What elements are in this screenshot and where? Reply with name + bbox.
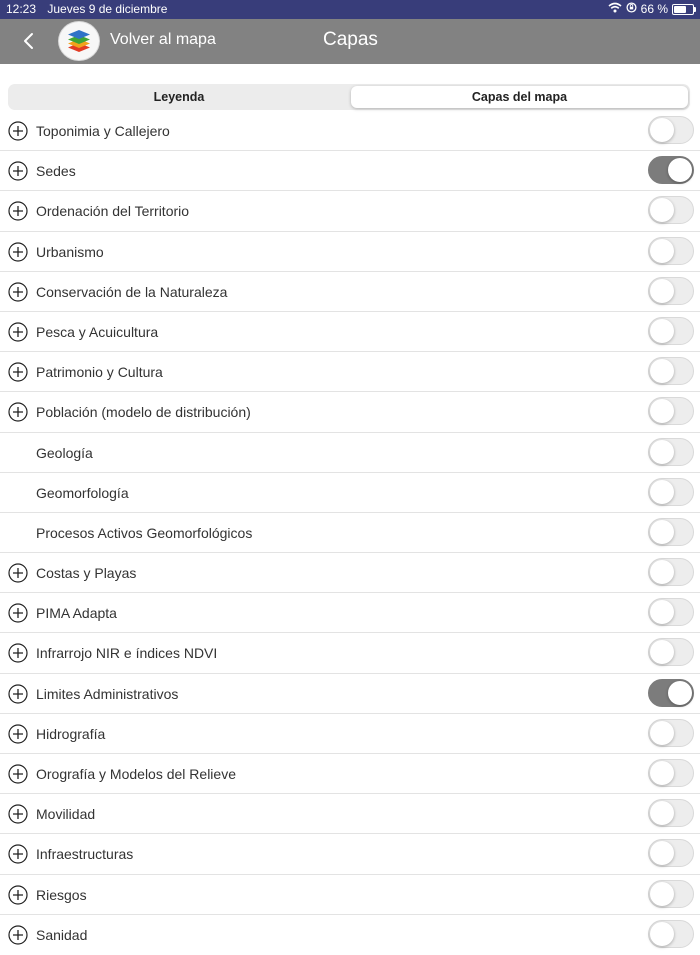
toggle-knob — [650, 640, 674, 664]
layer-visibility-toggle[interactable] — [648, 839, 694, 867]
layer-visibility-toggle[interactable] — [648, 317, 694, 345]
layer-label: Movilidad — [36, 806, 96, 823]
layer-row[interactable] — [0, 111, 700, 151]
layer-visibility-toggle[interactable] — [648, 799, 694, 827]
layer-visibility-toggle[interactable] — [648, 478, 694, 506]
layer-visibility-toggle[interactable] — [648, 397, 694, 425]
layer-row[interactable] — [0, 513, 700, 553]
layer-list — [0, 111, 700, 955]
toggle-knob — [650, 520, 674, 544]
layer-visibility-toggle[interactable] — [648, 237, 694, 265]
expand-plus-icon[interactable] — [8, 925, 28, 945]
expand-plus-icon[interactable] — [8, 764, 28, 784]
layer-row[interactable] — [0, 352, 700, 392]
status-time: 12:23 — [6, 2, 37, 16]
layer-visibility-toggle[interactable] — [648, 880, 694, 908]
layer-row[interactable] — [0, 714, 700, 754]
layer-visibility-toggle[interactable] — [648, 598, 694, 626]
layer-label: Ordenación del Territorio — [36, 203, 190, 220]
layer-visibility-toggle[interactable] — [648, 719, 694, 747]
expand-plus-icon[interactable] — [8, 402, 28, 422]
layer-row[interactable] — [0, 674, 700, 714]
toggle-knob — [650, 399, 674, 423]
layer-row[interactable] — [0, 473, 700, 513]
layers-segmented-control — [8, 84, 690, 110]
toggle-knob — [650, 600, 674, 624]
page-title: Capas — [323, 29, 378, 50]
layer-label: Sanidad — [36, 926, 88, 943]
layer-row[interactable] — [0, 272, 700, 312]
layer-row[interactable] — [0, 433, 700, 473]
layer-label: Riesgos — [36, 886, 87, 903]
layer-label: Patrimonio y Cultura — [36, 364, 163, 381]
toggle-knob — [650, 440, 674, 464]
layer-row[interactable] — [0, 151, 700, 191]
layer-row[interactable] — [0, 754, 700, 794]
layer-visibility-toggle[interactable] — [648, 156, 694, 184]
app-logo[interactable] — [58, 21, 100, 61]
toggle-knob — [650, 359, 674, 383]
battery-fill — [674, 6, 686, 13]
orientation-lock-icon — [626, 2, 637, 16]
navigation-bar — [0, 19, 700, 64]
layer-visibility-toggle[interactable] — [648, 196, 694, 224]
toggle-knob — [650, 480, 674, 504]
layer-label: Limites Administrativos — [36, 685, 179, 702]
expand-plus-icon[interactable] — [8, 684, 28, 704]
layer-label: Pesca y Acuicultura — [36, 323, 159, 340]
expand-plus-icon[interactable] — [8, 201, 28, 221]
expand-plus-icon[interactable] — [8, 603, 28, 623]
toggle-knob — [650, 279, 674, 303]
wifi-icon — [608, 2, 622, 16]
layers-stack-icon — [67, 28, 91, 54]
layer-label: Toponimia y Callejero — [36, 123, 170, 139]
toggle-knob — [650, 118, 674, 142]
layer-visibility-toggle[interactable] — [648, 679, 694, 707]
layer-visibility-toggle[interactable] — [648, 638, 694, 666]
expand-plus-icon[interactable] — [8, 724, 28, 744]
toggle-knob — [650, 841, 674, 865]
layer-label: Geomorfología — [36, 484, 129, 501]
expand-plus-icon[interactable] — [8, 844, 28, 864]
layer-label: Infraestructuras — [36, 846, 134, 863]
tab-capas-del-mapa[interactable]: Capas del mapa — [351, 86, 688, 108]
layer-visibility-toggle[interactable] — [648, 277, 694, 305]
toggle-knob — [668, 681, 692, 705]
toggle-knob — [650, 319, 674, 343]
layer-label: Hidrografía — [36, 725, 106, 742]
layer-label: PIMA Adapta — [36, 605, 117, 622]
expand-plus-icon[interactable] — [8, 804, 28, 824]
layer-row[interactable] — [0, 593, 700, 633]
layer-row[interactable] — [0, 392, 700, 432]
layer-row[interactable] — [0, 834, 700, 874]
layer-row[interactable] — [0, 232, 700, 272]
layer-row[interactable] — [0, 794, 700, 834]
expand-plus-icon[interactable] — [8, 643, 28, 663]
status-date: Jueves 9 de diciembre — [47, 2, 168, 16]
layer-visibility-toggle[interactable] — [648, 518, 694, 546]
expand-plus-icon[interactable] — [8, 121, 28, 141]
expand-plus-icon[interactable] — [8, 563, 28, 583]
status-left — [6, 2, 175, 16]
expand-plus-icon[interactable] — [8, 242, 28, 262]
layer-label: Procesos Activos Geomorfológicos — [36, 524, 253, 541]
layer-visibility-toggle[interactable] — [648, 357, 694, 385]
layer-label: Geología — [36, 444, 93, 461]
back-to-map-link[interactable]: Volver al mapa — [110, 31, 216, 48]
status-right — [608, 2, 694, 16]
layer-visibility-toggle[interactable] — [648, 759, 694, 787]
toggle-knob — [650, 239, 674, 263]
expand-plus-icon[interactable] — [8, 282, 28, 302]
layer-row[interactable] — [0, 191, 700, 231]
layer-label: Infrarrojo NIR e índices NDVI — [36, 645, 218, 662]
toggle-knob — [650, 882, 674, 906]
back-chevron-icon[interactable] — [18, 30, 40, 52]
expand-plus-icon[interactable] — [8, 322, 28, 342]
toggle-knob — [650, 761, 674, 785]
battery-icon — [672, 4, 694, 15]
layer-label: Población (modelo de distribución) — [36, 404, 251, 421]
status-bar — [0, 0, 700, 19]
toggle-knob — [650, 721, 674, 745]
expand-plus-icon[interactable] — [8, 161, 28, 181]
layer-visibility-toggle[interactable] — [648, 438, 694, 466]
toggle-knob — [650, 560, 674, 584]
layer-label: Sedes — [36, 163, 76, 180]
tab-leyenda[interactable]: Leyenda — [153, 90, 205, 104]
battery-percent: 66 % — [640, 2, 668, 16]
layer-label: Conservación de la Naturaleza — [36, 283, 228, 300]
expand-plus-icon[interactable] — [8, 362, 28, 382]
layer-row[interactable] — [0, 553, 700, 593]
layer-visibility-toggle[interactable] — [648, 558, 694, 586]
toggle-knob — [668, 158, 692, 182]
layer-label: Orografía y Modelos del Relieve — [36, 766, 236, 782]
layer-row[interactable] — [0, 633, 700, 673]
toggle-knob — [650, 198, 674, 222]
layer-label: Urbanismo — [36, 243, 104, 260]
expand-plus-icon[interactable] — [8, 885, 28, 905]
layer-row[interactable] — [0, 312, 700, 352]
layer-row[interactable] — [0, 875, 700, 915]
layer-row[interactable] — [0, 915, 700, 955]
toggle-knob — [650, 801, 674, 825]
layer-label: Costas y Playas — [36, 565, 137, 582]
layer-visibility-toggle[interactable] — [648, 116, 694, 144]
